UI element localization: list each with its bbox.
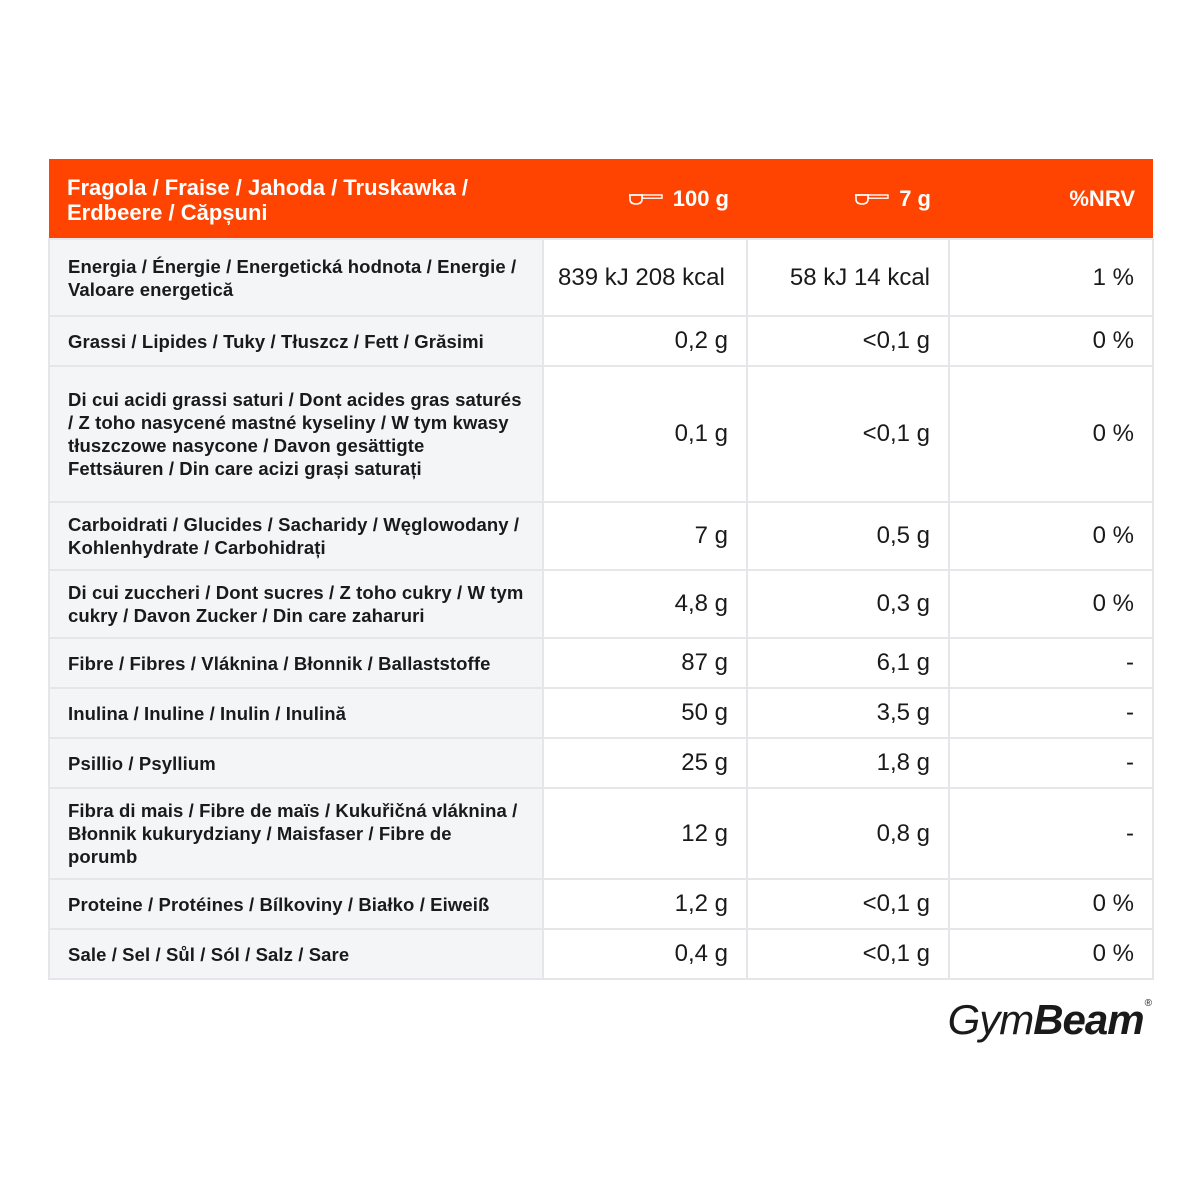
value-per-serving: <0,1 g — [747, 316, 949, 366]
table-row — [49, 502, 1153, 570]
table-row — [49, 738, 1153, 788]
value-nrv: - — [949, 738, 1153, 788]
table-row — [49, 366, 1153, 502]
value-nrv: 0 % — [949, 316, 1153, 366]
per-serving-header — [747, 159, 949, 239]
logo-gym-text: Gym — [947, 996, 1034, 1043]
value-per-100g: 25 g — [543, 738, 747, 788]
per-100g-label: 100 g — [672, 185, 729, 211]
scoop-icon — [854, 186, 890, 211]
value-nrv: 0 % — [949, 502, 1153, 570]
table-row — [49, 570, 1153, 638]
table-row — [49, 879, 1153, 929]
table-header-row — [49, 159, 1153, 239]
nutrient-name: Carboidrati / Glucides / Sacharidy / Węglowodany / Kohlenhydrate / Carbohidrați — [49, 502, 543, 570]
scoop-icon — [628, 186, 664, 211]
nutrient-name: Grassi / Lipides / Tuky / Tłuszcz / Fett / Grăsimi — [49, 316, 543, 366]
value-per-serving: <0,1 g — [747, 879, 949, 929]
value-per-100g: 4,8 g — [543, 570, 747, 638]
table-row — [49, 638, 1153, 688]
value-nrv: - — [949, 638, 1153, 688]
table-row — [49, 316, 1153, 366]
value-per-100g: 87 g — [543, 638, 747, 688]
product-name-header: Fragola / Fraise / Jahoda / Truskawka / Erdbeere / Căpșuni — [49, 159, 543, 239]
per-serving-label: 7 g — [899, 185, 931, 211]
table-row — [49, 929, 1153, 979]
registered-mark: ® — [1144, 998, 1151, 1009]
value-per-100g: 0,1 g — [543, 366, 747, 502]
nutrient-name: Di cui zuccheri / Dont sucres / Z toho cukry / W tym cukry / Davon Zucker / Din care zaharuri — [49, 570, 543, 638]
nutrient-name: Energia / Énergie / Energetická hodnota / Energie / Valoare energetică — [49, 239, 543, 316]
nutrient-name: Di cui acidi grassi saturi / Dont acides gras saturés / Z toho nasycené mastné kyseliny / W tym kwasy tłuszczowe nasycone / Davon gesättigte Fettsäuren / Din care acizi grași saturați — [49, 366, 543, 502]
nutrient-name: Fibra di mais / Fibre de maïs / Kukuřičná vláknina / Błonnik kukurydziany / Maisfaser / Fibre de porumb — [49, 788, 543, 879]
value-per-serving: <0,1 g — [747, 366, 949, 502]
value-per-serving: 6,1 g — [747, 638, 949, 688]
value-nrv: - — [949, 688, 1153, 738]
nutrient-name: Proteine / Protéines / Bílkoviny / Białko / Eiweiß — [49, 879, 543, 929]
value-nrv: 1 % — [949, 239, 1153, 316]
value-nrv: 0 % — [949, 570, 1153, 638]
value-per-serving: 0,5 g — [747, 502, 949, 570]
nutrient-name: Inulina / Inuline / Inulin / Inulină — [49, 688, 543, 738]
value-per-serving: <0,1 g — [747, 929, 949, 979]
nrv-header: %NRV — [949, 159, 1153, 239]
table-row — [49, 788, 1153, 879]
value-per-100g: 1,2 g — [543, 879, 747, 929]
gymbeam-logo — [948, 996, 1151, 1044]
value-per-serving: 0,8 g — [747, 788, 949, 879]
value-per-100g: 839 kJ 208 kcal — [543, 239, 747, 316]
value-nrv: 0 % — [949, 929, 1153, 979]
value-per-100g: 50 g — [543, 688, 747, 738]
value-per-serving: 0,3 g — [747, 570, 949, 638]
value-per-100g: 7 g — [543, 502, 747, 570]
nutrient-name: Psillio / Psyllium — [49, 738, 543, 788]
nutrition-table — [48, 159, 1154, 980]
nutrient-name: Sale / Sel / Sůl / Sól / Salz / Sare — [49, 929, 543, 979]
value-per-serving: 3,5 g — [747, 688, 949, 738]
logo-beam-text: Beam — [1033, 996, 1144, 1043]
value-per-serving: 1,8 g — [747, 738, 949, 788]
value-per-100g: 0,2 g — [543, 316, 747, 366]
value-nrv: 0 % — [949, 366, 1153, 502]
value-nrv: 0 % — [949, 879, 1153, 929]
value-per-serving: 58 kJ 14 kcal — [747, 239, 949, 316]
table-row — [49, 688, 1153, 738]
table-row — [49, 239, 1153, 316]
value-per-100g: 12 g — [543, 788, 747, 879]
value-per-100g: 0,4 g — [543, 929, 747, 979]
value-nrv: - — [949, 788, 1153, 879]
nutrient-name: Fibre / Fibres / Vláknina / Błonnik / Ballaststoffe — [49, 638, 543, 688]
per-100g-header — [543, 159, 747, 239]
